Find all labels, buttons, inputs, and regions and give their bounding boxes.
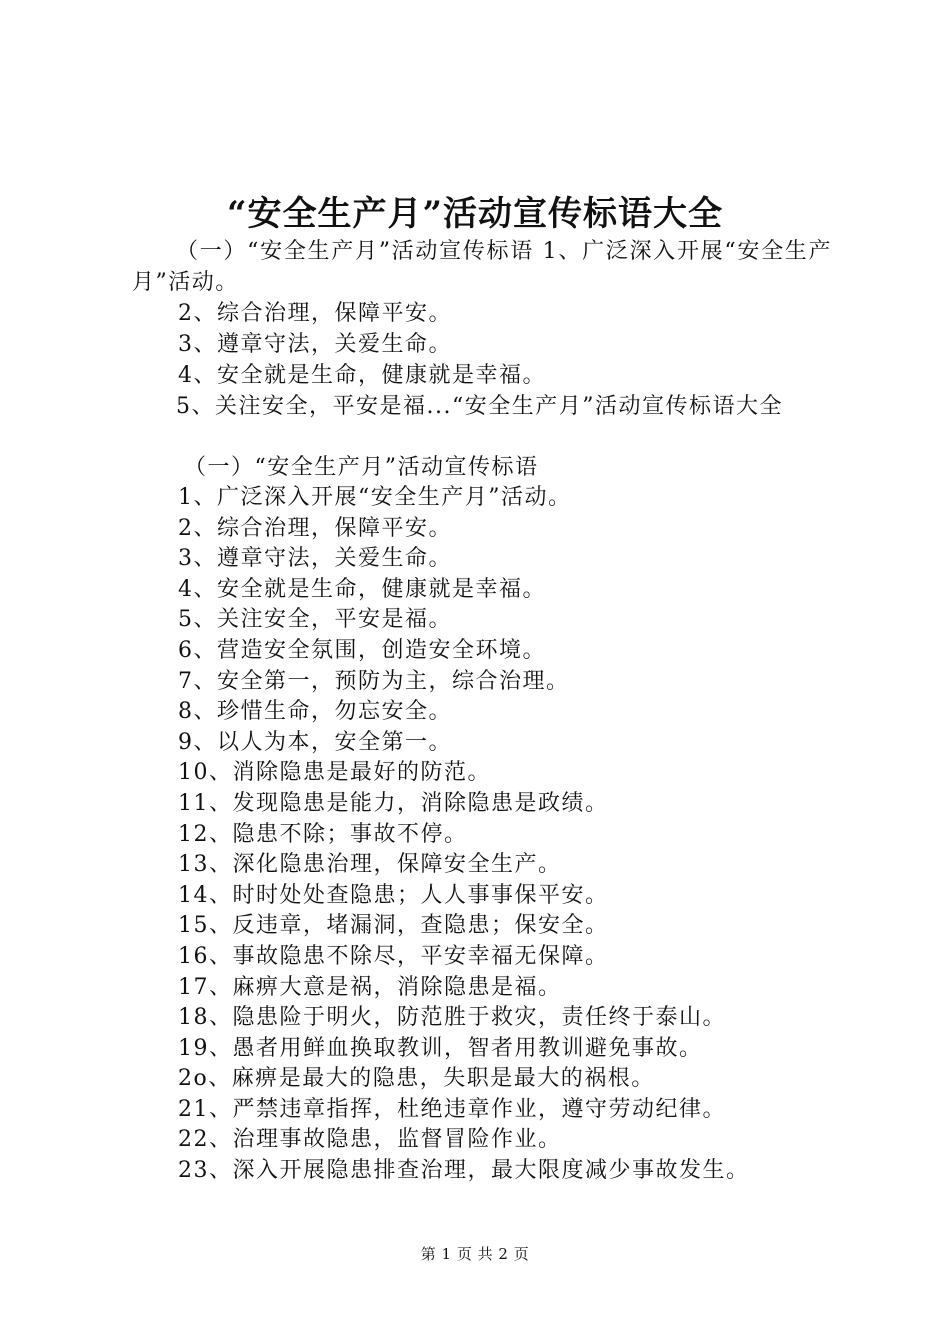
intro-item-5: 5、关注安全，平安是福...“安全生产月”活动宣传标语大全 <box>176 394 783 419</box>
list-item: 11、发现隐患是能力，消除隐患是政绩。 <box>178 790 609 816</box>
page-title: “安全生产月”活动宣传标语大全 <box>226 194 724 234</box>
list-item: 23、深入开展隐患排查治理，最大限度减少事故发生。 <box>178 1158 750 1184</box>
list-item: 17、麻痹大意是祸，消除隐患是福。 <box>178 974 562 1000</box>
list-item: 6、营造安全氛围，创造安全环境。 <box>178 637 546 663</box>
section-heading: （一）“安全生产月”活动宣传标语 <box>184 455 539 480</box>
list-item: 16、事故隐患不除尽，平安幸福无保障。 <box>178 943 609 969</box>
list-item: 4、安全就是生命，健康就是幸福。 <box>178 576 546 602</box>
list-item: 2o、麻痹是最大的隐患，失职是最大的祸根。 <box>178 1066 655 1092</box>
list-item: 7、安全第一，预防为主，综合治理。 <box>178 668 570 694</box>
list-item: 5、关注安全，平安是福。 <box>178 607 452 633</box>
list-item: 15、反违章，堵漏洞，查隐患；保安全。 <box>178 913 609 939</box>
intro-item-4: 4、安全就是生命，健康就是幸福。 <box>178 363 546 388</box>
list-item: 21、严禁违章指挥，杜绝违章作业，遵守劳动纪律。 <box>178 1096 726 1122</box>
list-item: 9、以人为本，安全第一。 <box>178 729 452 755</box>
list-item: 19、愚者用鲜血换取教训，智者用教训避免事故。 <box>178 1035 703 1061</box>
list-item: 18、隐患险于明火，防范胜于救灾，责任终于泰山。 <box>178 1005 726 1031</box>
list-item: 3、遵章守法，关爱生命。 <box>178 546 452 572</box>
page-footer: 第 1 页 共 2 页 <box>420 1245 530 1263</box>
intro-block <box>132 236 832 422</box>
slogan-list <box>178 483 750 1187</box>
list-item: 2、综合治理，保障平安。 <box>178 515 452 541</box>
intro-item-2: 2、综合治理，保障平安。 <box>178 301 452 326</box>
list-item: 10、消除隐患是最好的防范。 <box>178 760 491 786</box>
list-item: 14、时时处处查隐患；人人事事保平安。 <box>178 882 609 908</box>
list-item: 1、广泛深入开展“安全生产月”活动。 <box>178 485 572 510</box>
list-item: 22、治理事故隐患，监督冒险作业。 <box>178 1127 562 1153</box>
list-item: 12、隐患不除；事故不停。 <box>178 821 468 847</box>
list-item: 13、深化隐患治理，保障安全生产。 <box>178 852 562 878</box>
intro-item-3: 3、遵章守法，关爱生命。 <box>178 332 452 357</box>
intro-line-1: （一）“安全生产月”活动宣传标语 1、广泛深入开展“安全生产月”活动。 <box>132 239 832 295</box>
list-item: 8、珍惜生命，勿忘安全。 <box>178 699 452 725</box>
